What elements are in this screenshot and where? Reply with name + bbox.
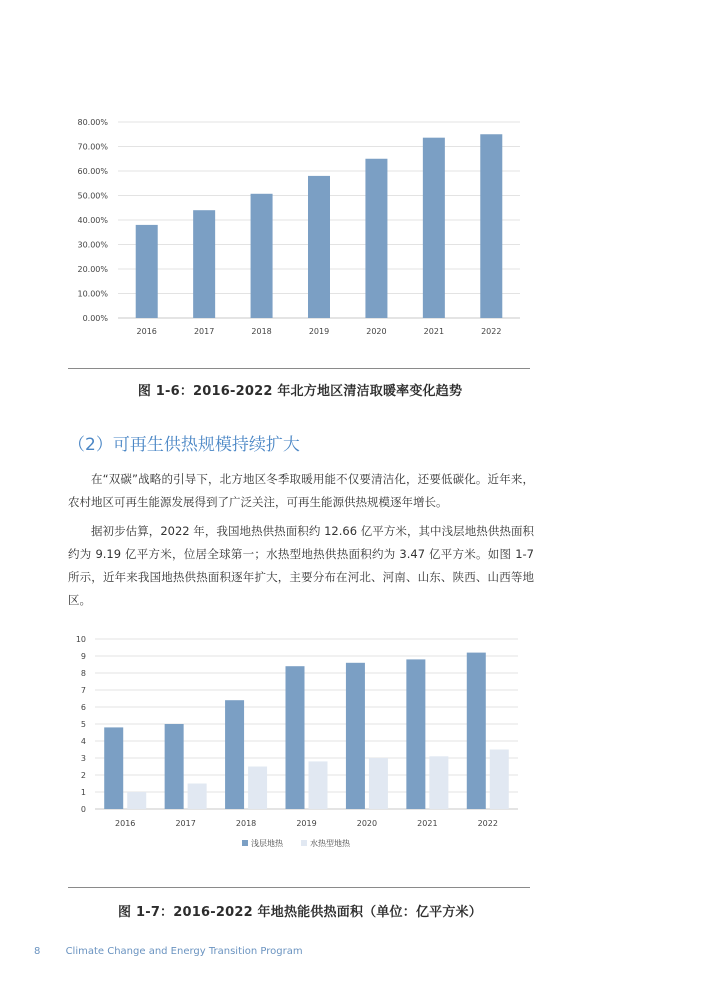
y-tick-label: 70.00%: [77, 142, 108, 152]
bar-shallow-geothermal: [104, 727, 123, 809]
x-tick-label: 2020: [366, 327, 387, 336]
bar: [308, 176, 330, 318]
y-tick-label: 10.00%: [77, 289, 108, 299]
x-tick-label: 2019: [308, 327, 330, 336]
figure-1-6-caption: 图 1-6：2016-2022 年北方地区清洁取暖率变化趋势: [137, 384, 463, 399]
geothermal-heating-area-chart: [0, 628, 540, 863]
legend-swatch: [301, 840, 307, 846]
y-tick-label: 40.00%: [77, 216, 108, 225]
bar-shallow-geothermal: [467, 653, 486, 809]
x-tick-label: 2017: [175, 819, 196, 828]
y-tick-label: 5: [80, 720, 86, 729]
y-tick-label: 30.00%: [77, 240, 108, 250]
bar-hydrothermal: [309, 761, 328, 809]
y-tick-label: 7: [80, 686, 86, 695]
y-tick-label: 80.00%: [77, 118, 108, 127]
bar-hydrothermal: [127, 792, 146, 809]
y-tick-label: 0: [80, 805, 86, 814]
bar-shallow-geothermal: [406, 659, 425, 809]
bar-hydrothermal: [490, 750, 509, 810]
legend-label: 浅层地热: [251, 839, 283, 848]
chart2-divider: [68, 887, 530, 888]
bar: [480, 134, 502, 318]
x-tick-label: 2020: [356, 819, 378, 828]
program-name: Climate Change and Energy Transition Program: [65, 946, 303, 957]
y-tick-label: 1: [80, 788, 86, 797]
x-tick-label: 2017: [193, 327, 215, 336]
x-tick-label: 2021: [423, 327, 445, 336]
page-footer: [34, 946, 303, 957]
bar-shallow-geothermal: [286, 666, 305, 809]
x-tick-label: 2022: [477, 819, 498, 828]
y-tick-label: 2: [80, 771, 86, 780]
x-tick-label: 2021: [417, 819, 438, 828]
page-number: 8: [34, 946, 41, 957]
figure-1-7-caption: 图 1-7：2016-2022 年地热能供热面积（单位：亿平方米）: [118, 905, 482, 920]
bar: [365, 159, 387, 318]
clean-heating-rate-chart: [0, 112, 540, 342]
x-tick-label: 2019: [296, 819, 317, 828]
y-tick-label: 60.00%: [77, 167, 108, 176]
bar: [251, 194, 273, 318]
y-tick-label: 50.00%: [77, 191, 108, 201]
bar-hydrothermal: [248, 767, 267, 810]
section-heading: （2）可再生供热规模持续扩大: [68, 435, 300, 455]
legend-label: 水热型地热: [310, 839, 350, 848]
bar: [136, 225, 158, 318]
x-tick-label: 2016: [136, 327, 157, 336]
y-tick-label: 8: [80, 669, 86, 678]
x-tick-label: 2016: [115, 819, 136, 828]
x-tick-label: 2022: [481, 327, 502, 336]
y-tick-label: 0.00%: [82, 314, 108, 323]
y-tick-label: 20.00%: [77, 265, 108, 274]
y-tick-label: 9: [80, 652, 86, 661]
bar-shallow-geothermal: [165, 724, 184, 809]
bar: [193, 210, 215, 318]
legend-swatch: [242, 840, 248, 846]
bar-hydrothermal: [369, 758, 388, 809]
paragraph-1: 在“双碳”战略的引导下，北方地区冬季取暖用能不仅要清洁化，还要低碳化。近年来，农村地区可再生能源发展得到了广泛关注，可再生能源供热规模逐年增长。: [68, 472, 534, 509]
x-tick-label: 2018: [251, 327, 272, 336]
paragraph-2: 据初步估算，2022 年，我国地热供热面积约 12.66 亿平方米，其中浅层地热供热面积约为 9.19 亿平方米，位居全球第一；水热型地热供热面积约为 3.47 亿平方米。如图 1-7 所示，近年来我国地热供热面积逐年扩大，主要分布在河北、河南、山东、陕西、山西等地区。: [68, 524, 534, 607]
bar-hydrothermal: [429, 756, 448, 809]
y-tick-label: 6: [80, 703, 86, 712]
bar-hydrothermal: [188, 784, 207, 810]
y-tick-label: 3: [80, 754, 86, 763]
y-tick-label: 10: [75, 635, 86, 644]
x-tick-label: 2018: [235, 819, 257, 828]
bar: [423, 138, 445, 318]
bar-shallow-geothermal: [225, 700, 244, 809]
bar-shallow-geothermal: [346, 663, 365, 809]
chart1-divider: [68, 368, 530, 369]
y-tick-label: 4: [80, 737, 86, 746]
